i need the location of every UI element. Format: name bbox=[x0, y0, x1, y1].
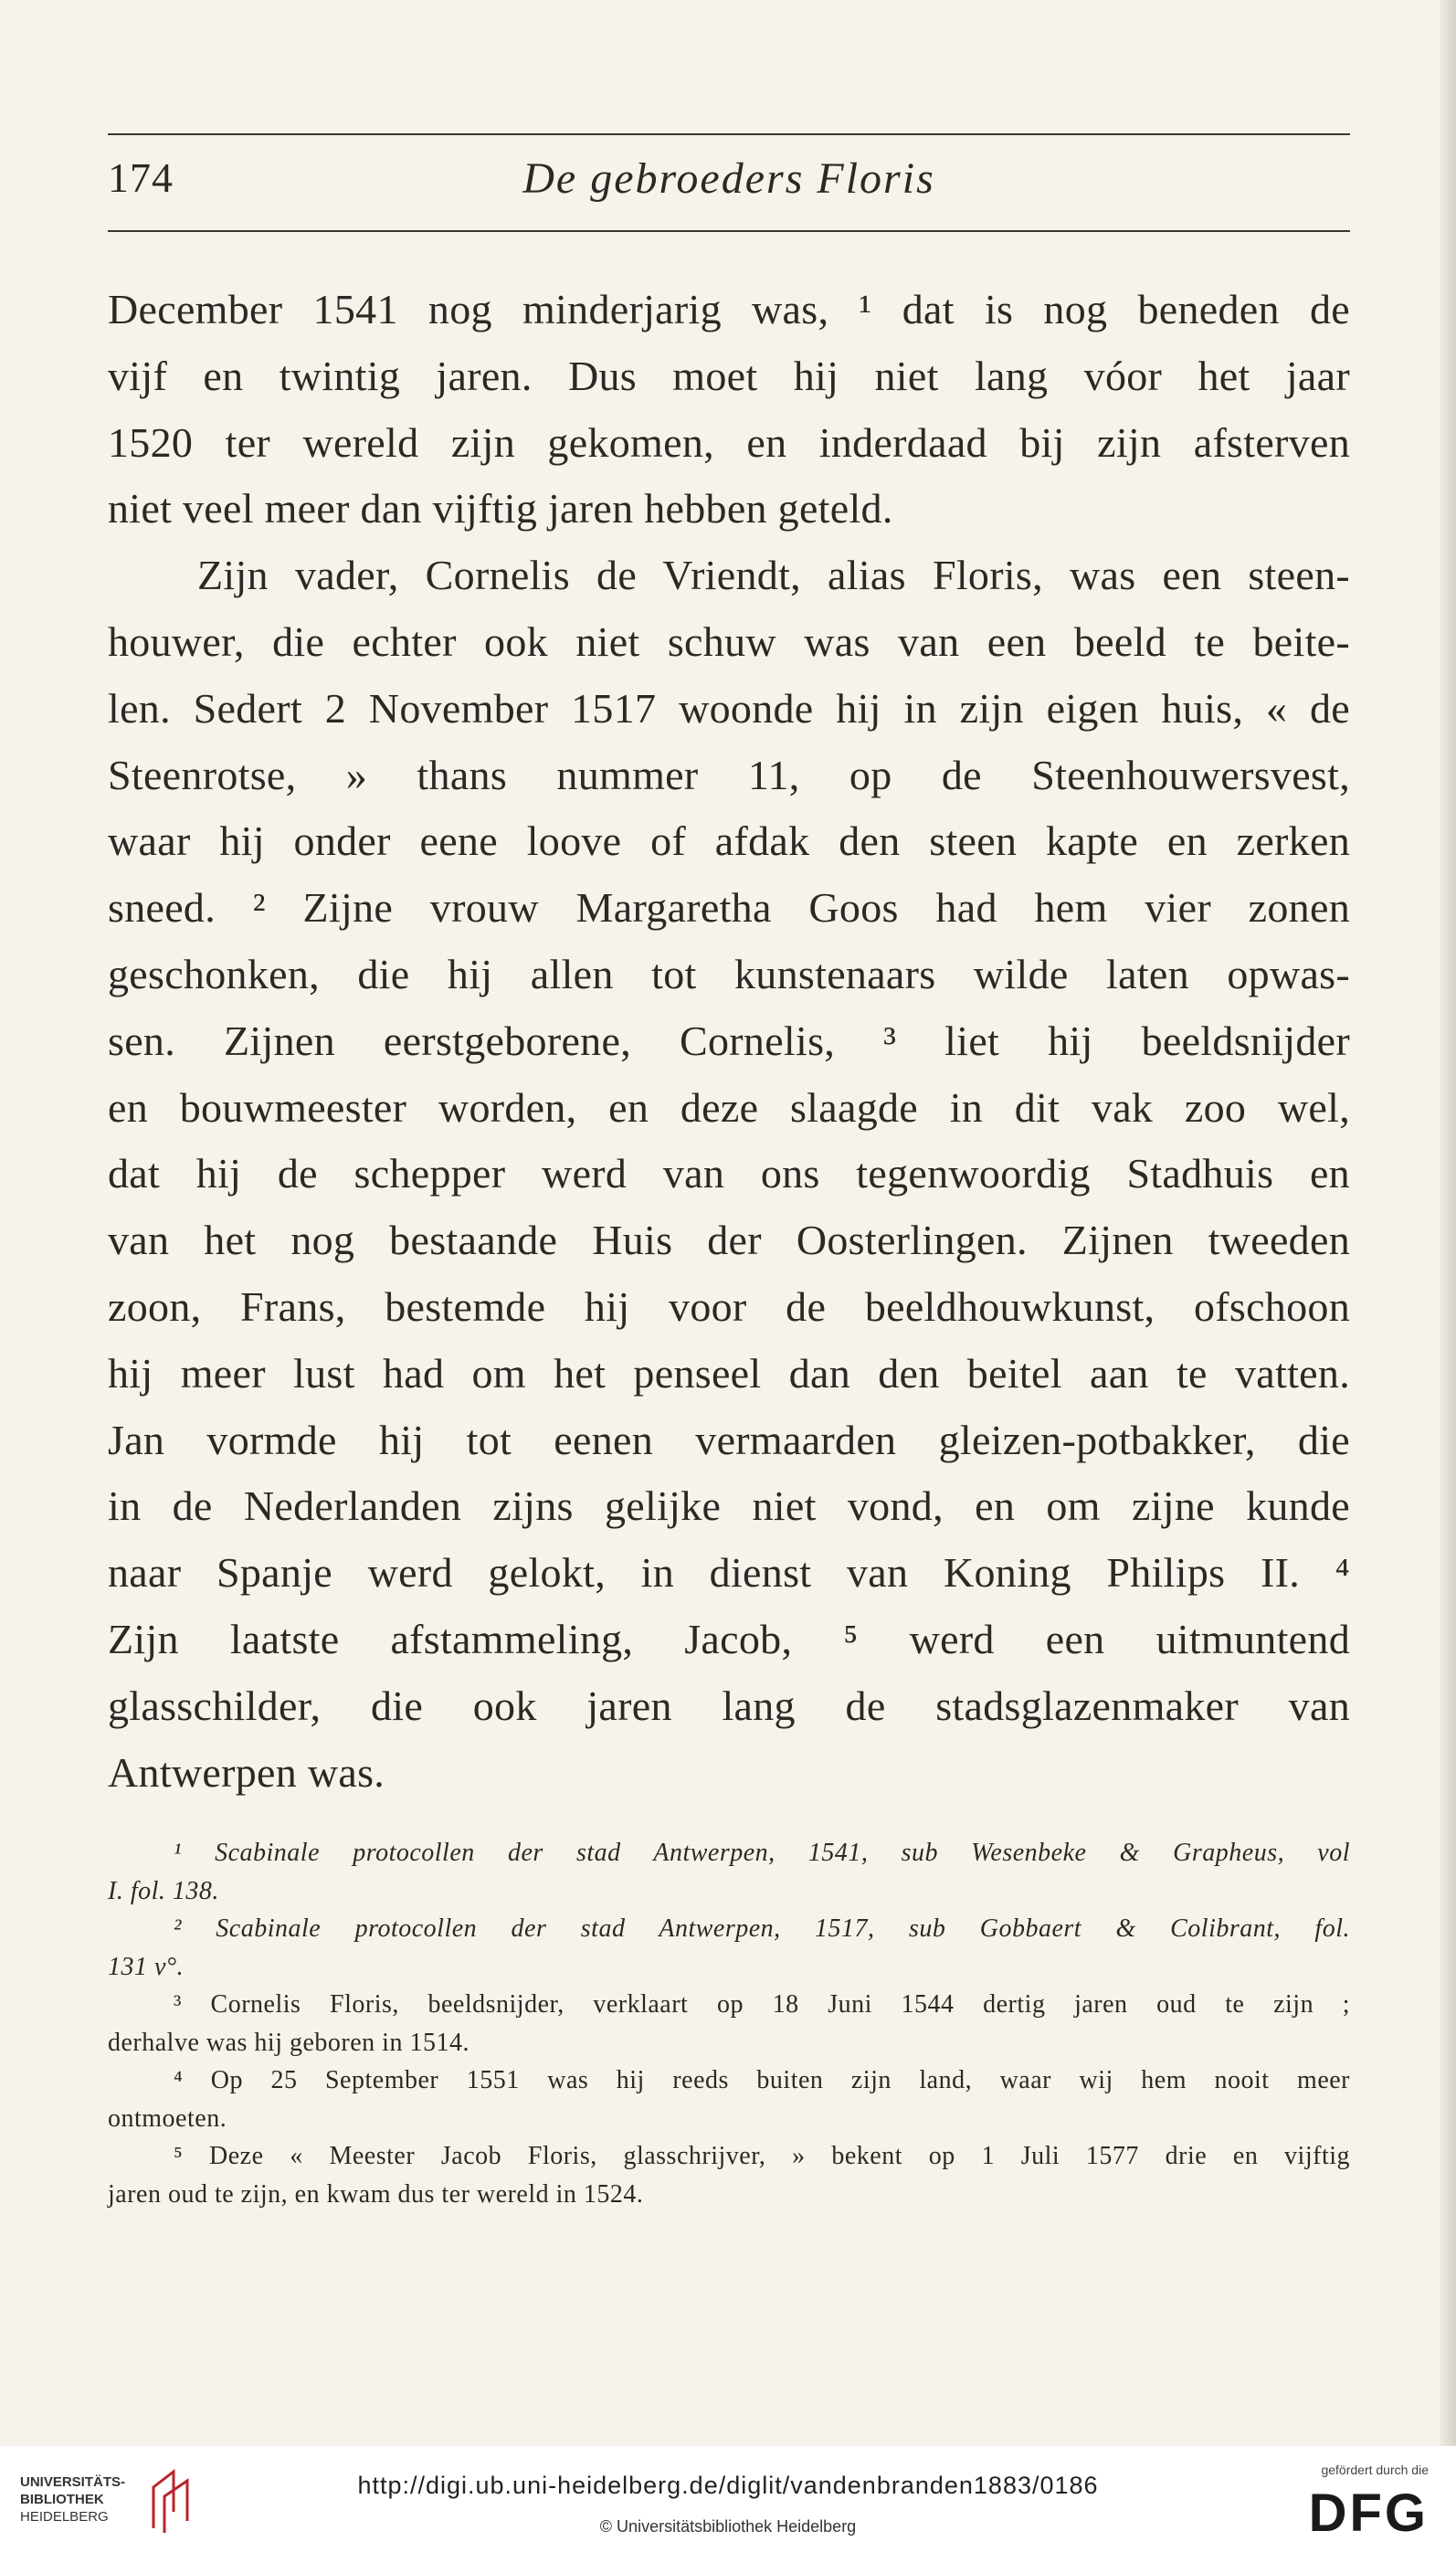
text-line: houwer, die echter ook niet schuw was van een beeld te beite- bbox=[108, 617, 1350, 665]
text-line: en bouwmeester worden, en deze slaagde in dit vak zoo wel, bbox=[108, 1083, 1350, 1131]
body-text bbox=[108, 277, 1350, 1806]
text-line: 1520 ter wereld zijn gekomen, en inderdaad bij zijn afsterven bbox=[108, 418, 1350, 466]
text-line: dat hij de schepper werd van ons tegenwoordig Stadhuis en bbox=[108, 1150, 1350, 1197]
footnote-line: jaren oud te zijn, en kwam dus ter wereld in 1524. bbox=[108, 2179, 644, 2209]
text-line: in de Nederlanden zijns gelijke niet vond, en om zijne kunde bbox=[108, 1482, 1350, 1530]
text-line: Antwerpen was. bbox=[108, 1748, 385, 1796]
footnote-line: 131 v°. bbox=[108, 1952, 185, 1981]
text-line: waar hij onder eene loove of afdak den steen kapte en zerken bbox=[108, 817, 1350, 865]
text-line: sen. Zijnen eerstgeborene, Cornelis, ³ liet hij beeldsnijder bbox=[108, 1017, 1350, 1064]
footnote-line: derhalve was hij geboren in 1514. bbox=[108, 2028, 470, 2057]
text-line: sneed. ² Zijne vrouw Margaretha Goos had hem vier zonen bbox=[108, 884, 1350, 932]
text-line: Jan vormde hij tot eenen vermaarden gleizen-potbakker, die bbox=[108, 1416, 1350, 1463]
text-line: Zijn vader, Cornelis de Vriendt, alias Floris, was een steen- bbox=[197, 552, 1350, 599]
text-line: len. Sedert 2 November 1517 woonde hij in zijn eigen huis, « de bbox=[108, 684, 1350, 732]
text-line: hij meer lust had om het penseel dan den beitel aan te vatten. bbox=[108, 1349, 1350, 1397]
text-line: naar Spanje werd gelokt, in dienst van Koning Philips II. ⁴ bbox=[108, 1549, 1350, 1597]
footnote-line: ¹ Scabinale protocollen der stad Antwerpen, 1541, sub Wesenbeke & Grapheus, vol bbox=[174, 1839, 1350, 1867]
header-rule-top bbox=[108, 133, 1350, 135]
footnotes bbox=[108, 1834, 1350, 2213]
text-line: niet veel meer dan vijftig jaren hebben geteld. bbox=[108, 485, 893, 533]
library-name-line: UNIVERSITÄTS- bbox=[20, 2474, 126, 2490]
footnote-line: ² Scabinale protocollen der stad Antwerpen, 1517, sub Gobbaert & Colibrant, fol. bbox=[174, 1914, 1350, 1943]
text-line: van het nog bestaande Huis der Oosterlingen. Zijnen tweeden bbox=[108, 1217, 1350, 1264]
text-line: Zijn laatste afstammeling, Jacob, ⁵ werd een uitmuntend bbox=[108, 1615, 1350, 1662]
text-line: geschonken, die hij allen tot kunstenaars wilde laten opwas- bbox=[108, 950, 1350, 997]
dfg-logo: DFG bbox=[1308, 2483, 1429, 2543]
running-title: De gebroeders Floris bbox=[522, 154, 935, 203]
page-header bbox=[108, 153, 1350, 208]
footnote-line: ⁴ Op 25 September 1551 was hij reeds buiten zijn land, waar wij hem nooit meer bbox=[174, 2066, 1350, 2094]
text-line: Steenrotse, » thans nummer 11, op de Steenhouwersvest, bbox=[108, 751, 1350, 798]
footnote-line: ⁵ Deze « Meester Jacob Floris, glasschrijver, » bekent op 1 Juli 1577 drie en vijftig bbox=[174, 2142, 1350, 2170]
header-rule-bottom bbox=[108, 230, 1350, 232]
library-name-line: HEIDELBERG bbox=[20, 2509, 109, 2525]
page-url-link[interactable]: http://digi.ub.uni-heidelberg.de/diglit/vandenbranden1883/0186 bbox=[357, 2472, 1099, 2499]
text-line: December 1541 nog minderjarig was, ¹ dat is nog beneden de bbox=[108, 286, 1350, 332]
library-name-line: BIBLIOTHEK bbox=[20, 2492, 104, 2507]
text-line: zoon, Frans, bestemde hij voor de beeldhouwkunst, ofschoon bbox=[108, 1282, 1350, 1330]
text-line: glasschilder, die ook jaren lang de stadsglazenmaker van bbox=[108, 1682, 1350, 1729]
page-number: 174 bbox=[108, 154, 174, 201]
text-line: vijf en twintig jaren. Dus moet hij niet lang vóor het jaar bbox=[108, 352, 1350, 399]
viewer-footer bbox=[0, 2446, 1456, 2552]
page-edge bbox=[1440, 0, 1456, 2446]
footnote-line: ³ Cornelis Floris, beeldsnijder, verklaart op 18 Juni 1544 dertig jaren oud te zijn ; bbox=[174, 1990, 1350, 2019]
copyright-text: © Universitätsbibliothek Heidelberg bbox=[599, 2517, 857, 2536]
footnote-line: ontmoeten. bbox=[108, 2104, 227, 2133]
footnote-line: I. fol. 138. bbox=[108, 1876, 219, 1905]
funding-note: gefördert durch die bbox=[1321, 2462, 1429, 2477]
